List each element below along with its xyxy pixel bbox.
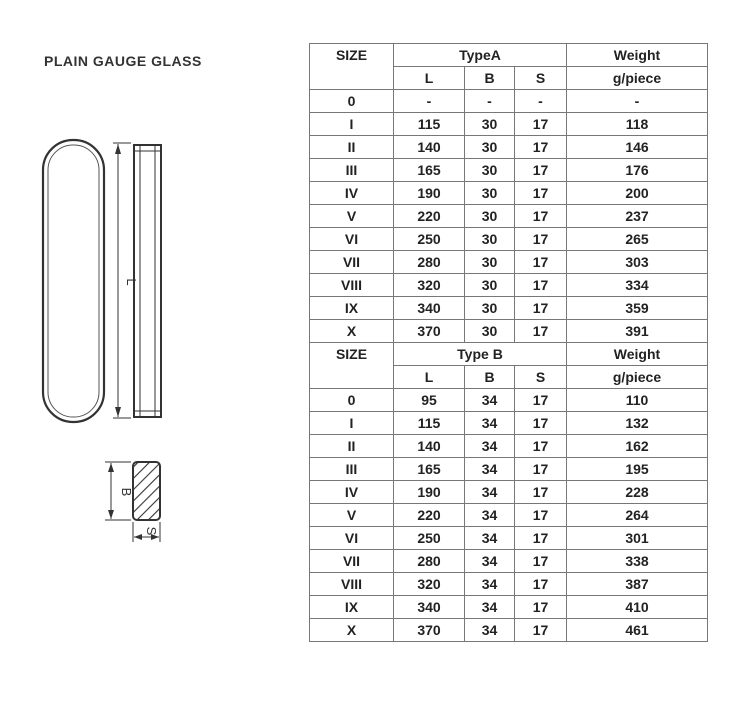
size-cell: II — [310, 136, 394, 159]
size-cell: IX — [310, 297, 394, 320]
width-cell: 30 — [465, 205, 515, 228]
table-row — [310, 412, 708, 435]
table-row — [310, 159, 708, 182]
thickness-cell: 17 — [515, 458, 567, 481]
length-label: L — [124, 278, 139, 286]
weight-cell: - — [567, 90, 708, 113]
table-row — [310, 550, 708, 573]
width-cell: 34 — [465, 573, 515, 596]
thickness-cell: 17 — [515, 435, 567, 458]
weight-cell: 338 — [567, 550, 708, 573]
table-row — [310, 504, 708, 527]
unit-header: g/piece — [567, 366, 708, 389]
thickness-cell: 17 — [515, 320, 567, 343]
weight-cell: 359 — [567, 297, 708, 320]
weight-cell: 228 — [567, 481, 708, 504]
thickness-cell: 17 — [515, 297, 567, 320]
weight-cell: 334 — [567, 274, 708, 297]
thickness-cell: 17 — [515, 504, 567, 527]
width-cell: 34 — [465, 527, 515, 550]
length-cell: 340 — [394, 297, 465, 320]
col-b-header: B — [465, 67, 515, 90]
size-cell: I — [310, 113, 394, 136]
table-row — [310, 274, 708, 297]
size-cell: VIII — [310, 573, 394, 596]
length-cell: 165 — [394, 159, 465, 182]
thickness-cell: 17 — [515, 481, 567, 504]
thickness-cell: 17 — [515, 412, 567, 435]
weight-cell: 461 — [567, 619, 708, 642]
length-cell: 340 — [394, 596, 465, 619]
size-cell: V — [310, 205, 394, 228]
thickness-label: S — [144, 526, 159, 536]
thickness-cell: 17 — [515, 573, 567, 596]
length-cell: 115 — [394, 412, 465, 435]
weight-cell: 200 — [567, 182, 708, 205]
size-cell: VII — [310, 550, 394, 573]
size-cell: V — [310, 504, 394, 527]
width-cell: - — [465, 90, 515, 113]
width-cell: 30 — [465, 159, 515, 182]
spec-table — [309, 43, 708, 642]
width-cell: 34 — [465, 412, 515, 435]
length-cell: 140 — [394, 136, 465, 159]
width-cell: 34 — [465, 550, 515, 573]
page-title: PLAIN GAUGE GLASS — [44, 53, 202, 69]
size-cell: X — [310, 320, 394, 343]
length-cell: 280 — [394, 251, 465, 274]
table-row — [310, 435, 708, 458]
cross-section — [133, 462, 160, 520]
size-cell: 0 — [310, 90, 394, 113]
size-cell: III — [310, 159, 394, 182]
length-cell: 250 — [394, 228, 465, 251]
length-cell: 250 — [394, 527, 465, 550]
thickness-cell: 17 — [515, 596, 567, 619]
table-row — [310, 619, 708, 642]
length-cell: 140 — [394, 435, 465, 458]
table-row — [310, 113, 708, 136]
size-cell: IX — [310, 596, 394, 619]
col-s-header: S — [515, 67, 567, 90]
weight-cell: 195 — [567, 458, 708, 481]
thickness-cell: 17 — [515, 205, 567, 228]
thickness-cell: 17 — [515, 136, 567, 159]
width-cell: 30 — [465, 136, 515, 159]
weight-cell: 237 — [567, 205, 708, 228]
width-cell: 30 — [465, 320, 515, 343]
length-cell: 280 — [394, 550, 465, 573]
table-row — [310, 389, 708, 412]
width-cell: 34 — [465, 504, 515, 527]
length-cell: - — [394, 90, 465, 113]
length-cell: 190 — [394, 481, 465, 504]
thickness-cell: 17 — [515, 274, 567, 297]
size-cell: VIII — [310, 274, 394, 297]
width-cell: 30 — [465, 182, 515, 205]
width-cell: 30 — [465, 113, 515, 136]
table-row — [310, 297, 708, 320]
thickness-cell: 17 — [515, 159, 567, 182]
weight-cell: 132 — [567, 412, 708, 435]
width-cell: 30 — [465, 228, 515, 251]
table-row — [310, 481, 708, 504]
size-cell: VI — [310, 228, 394, 251]
col-l-header: L — [394, 67, 465, 90]
length-cell: 320 — [394, 274, 465, 297]
length-cell: 370 — [394, 320, 465, 343]
size-header: SIZE — [310, 343, 394, 389]
length-cell: 165 — [394, 458, 465, 481]
col-s-header: S — [515, 366, 567, 389]
thickness-cell: 17 — [515, 113, 567, 136]
weight-cell: 303 — [567, 251, 708, 274]
length-cell: 220 — [394, 504, 465, 527]
front-view — [43, 140, 104, 422]
weight-cell: 387 — [567, 573, 708, 596]
thickness-cell: - — [515, 90, 567, 113]
weight-header: Weight — [567, 44, 708, 67]
table-row — [310, 527, 708, 550]
thickness-cell: 17 — [515, 619, 567, 642]
length-cell: 95 — [394, 389, 465, 412]
table-b-header-row — [310, 343, 708, 366]
weight-header: Weight — [567, 343, 708, 366]
weight-cell: 110 — [567, 389, 708, 412]
table-row — [310, 90, 708, 113]
size-cell: 0 — [310, 389, 394, 412]
weight-cell: 118 — [567, 113, 708, 136]
thickness-cell: 17 — [515, 527, 567, 550]
width-cell: 30 — [465, 274, 515, 297]
size-cell: II — [310, 435, 394, 458]
table-row — [310, 573, 708, 596]
table-row — [310, 228, 708, 251]
table-row — [310, 205, 708, 228]
width-label: B — [119, 487, 134, 497]
weight-cell: 301 — [567, 527, 708, 550]
size-header: SIZE — [310, 44, 394, 90]
size-cell: III — [310, 458, 394, 481]
thickness-cell: 17 — [515, 389, 567, 412]
length-cell: 115 — [394, 113, 465, 136]
table-row — [310, 320, 708, 343]
type-header: TypeA — [394, 44, 567, 67]
thickness-cell: 17 — [515, 550, 567, 573]
table-row — [310, 251, 708, 274]
col-b-header: B — [465, 366, 515, 389]
width-cell: 30 — [465, 251, 515, 274]
width-cell: 34 — [465, 435, 515, 458]
weight-cell: 162 — [567, 435, 708, 458]
weight-cell: 410 — [567, 596, 708, 619]
width-cell: 30 — [465, 297, 515, 320]
length-cell: 370 — [394, 619, 465, 642]
thickness-cell: 17 — [515, 182, 567, 205]
width-cell: 34 — [465, 596, 515, 619]
weight-cell: 176 — [567, 159, 708, 182]
weight-cell: 265 — [567, 228, 708, 251]
table-row — [310, 182, 708, 205]
width-cell: 34 — [465, 481, 515, 504]
thickness-cell: 17 — [515, 251, 567, 274]
length-cell: 320 — [394, 573, 465, 596]
table-row — [310, 458, 708, 481]
width-cell: 34 — [465, 458, 515, 481]
size-cell: VI — [310, 527, 394, 550]
col-l-header: L — [394, 366, 465, 389]
table-row — [310, 596, 708, 619]
size-cell: X — [310, 619, 394, 642]
type-header: Type B — [394, 343, 567, 366]
weight-cell: 146 — [567, 136, 708, 159]
length-cell: 190 — [394, 182, 465, 205]
size-cell: VII — [310, 251, 394, 274]
gauge-glass-drawing — [0, 0, 300, 720]
width-cell: 34 — [465, 389, 515, 412]
size-cell: IV — [310, 481, 394, 504]
table-row — [310, 136, 708, 159]
weight-cell: 264 — [567, 504, 708, 527]
length-cell: 220 — [394, 205, 465, 228]
size-cell: I — [310, 412, 394, 435]
weight-cell: 391 — [567, 320, 708, 343]
table-a-header-row — [310, 44, 708, 67]
size-cell: IV — [310, 182, 394, 205]
unit-header: g/piece — [567, 67, 708, 90]
width-cell: 34 — [465, 619, 515, 642]
thickness-cell: 17 — [515, 228, 567, 251]
